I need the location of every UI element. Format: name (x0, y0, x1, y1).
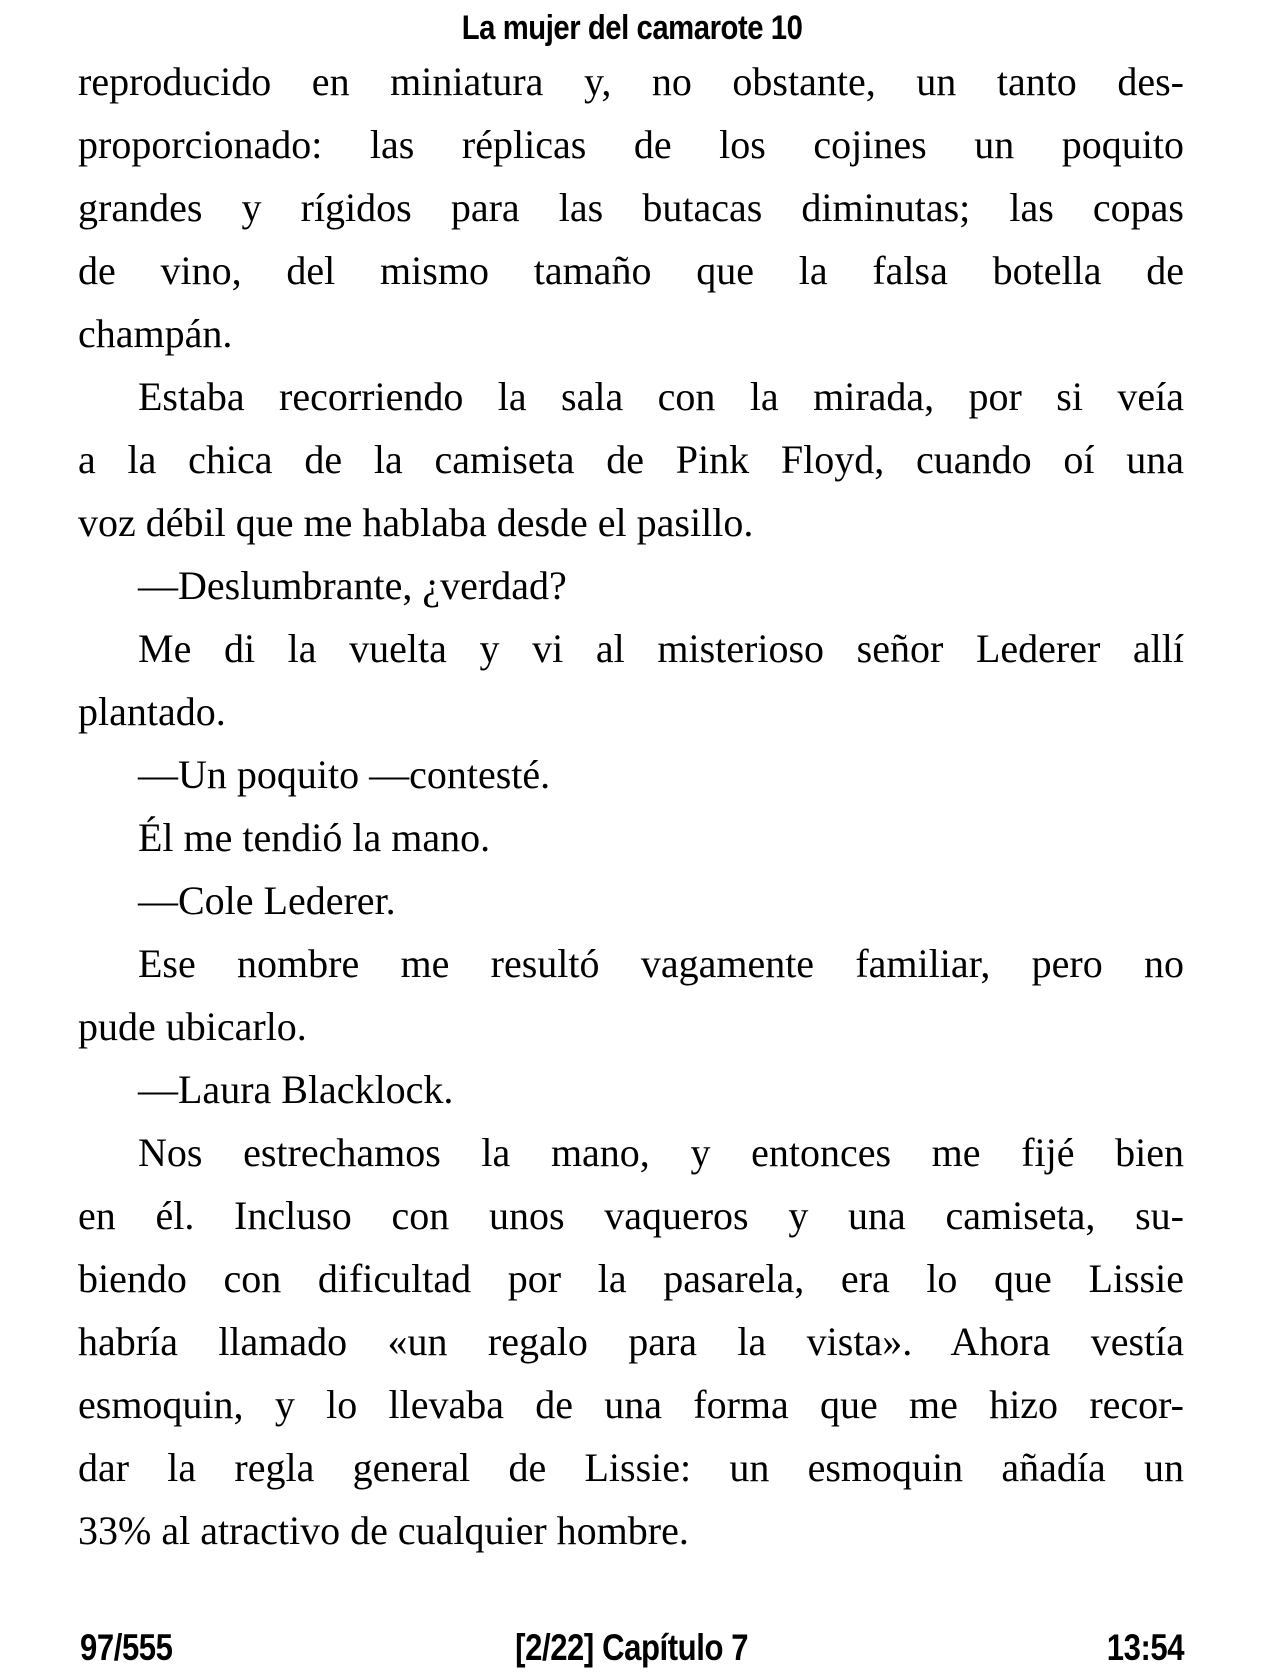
text-line: en él. Incluso con unos vaqueros y una camiseta, su- (78, 1193, 1184, 1238)
book-title: La mujer del camarote 10 (461, 9, 803, 47)
text-line: Ese nombre me resultó vagamente familiar, pero no (138, 941, 1184, 986)
paragraph (78, 365, 1184, 554)
text-line: plantado. (78, 689, 226, 734)
text-line: pude ubicarlo. (78, 1004, 307, 1049)
text-line: a la chica de la camiseta de Pink Floyd, cuando oí una (78, 437, 1184, 482)
paragraph (78, 554, 1184, 617)
text-line: dar la regla general de Lissie: un esmoquin añadía un (78, 1445, 1184, 1490)
chapter-indicator: [2/22] Capítulo 7 (515, 1627, 749, 1668)
text-line: champán. (78, 311, 233, 356)
text-line: grandes y rígidos para las butacas diminutas; las copas (78, 185, 1184, 230)
text-line: 33% al atractivo de cualquier hombre. (78, 1508, 689, 1553)
text-line: Me di la vuelta y vi al misterioso señor Lederer allí (138, 626, 1184, 671)
paragraph (78, 1058, 1184, 1121)
paragraph (78, 1121, 1184, 1562)
text-line: Nos estrechamos la mano, y entonces me fijé bien (138, 1130, 1184, 1175)
status-footer (80, 1626, 1184, 1670)
clock-container (849, 1626, 1184, 1670)
text-line: biendo con dificultad por la pasarela, era lo que Lissie (78, 1256, 1184, 1301)
book-title-header (0, 6, 1264, 50)
text-line: Estaba recorriendo la sala con la mirada, por si veía (138, 374, 1184, 419)
text-line: habría llamado «un regalo para la vista». Ahora vestía (78, 1319, 1184, 1364)
text-line: proporcionado: las réplicas de los cojines un poquito (78, 122, 1184, 167)
text-line: voz débil que me hablaba desde el pasillo. (78, 500, 754, 545)
text-line: reproducido en miniatura y, no obstante, un tanto des- (78, 59, 1184, 104)
text-line: esmoquin, y lo llevaba de una forma que me hizo recor- (78, 1382, 1184, 1427)
paragraph (78, 743, 1184, 806)
text-line: —Un poquito —contesté. (138, 752, 551, 797)
page-text[interactable] (78, 50, 1184, 1562)
paragraph (78, 617, 1184, 743)
text-line: Él me tendió la mano. (138, 815, 491, 860)
paragraph (78, 869, 1184, 932)
text-line: de vino, del mismo tamaño que la falsa botella de (78, 248, 1184, 293)
reading-progress-container (80, 1626, 415, 1670)
paragraph (78, 50, 1184, 365)
chapter-indicator-container (415, 1626, 850, 1670)
reading-progress: 97/555 (80, 1627, 173, 1668)
clock: 13:54 (1106, 1627, 1184, 1668)
text-line: —Deslumbrante, ¿verdad? (138, 563, 567, 608)
text-line: —Cole Lederer. (138, 878, 396, 923)
paragraph (78, 806, 1184, 869)
text-line: —Laura Blacklock. (138, 1067, 454, 1112)
paragraph (78, 932, 1184, 1058)
